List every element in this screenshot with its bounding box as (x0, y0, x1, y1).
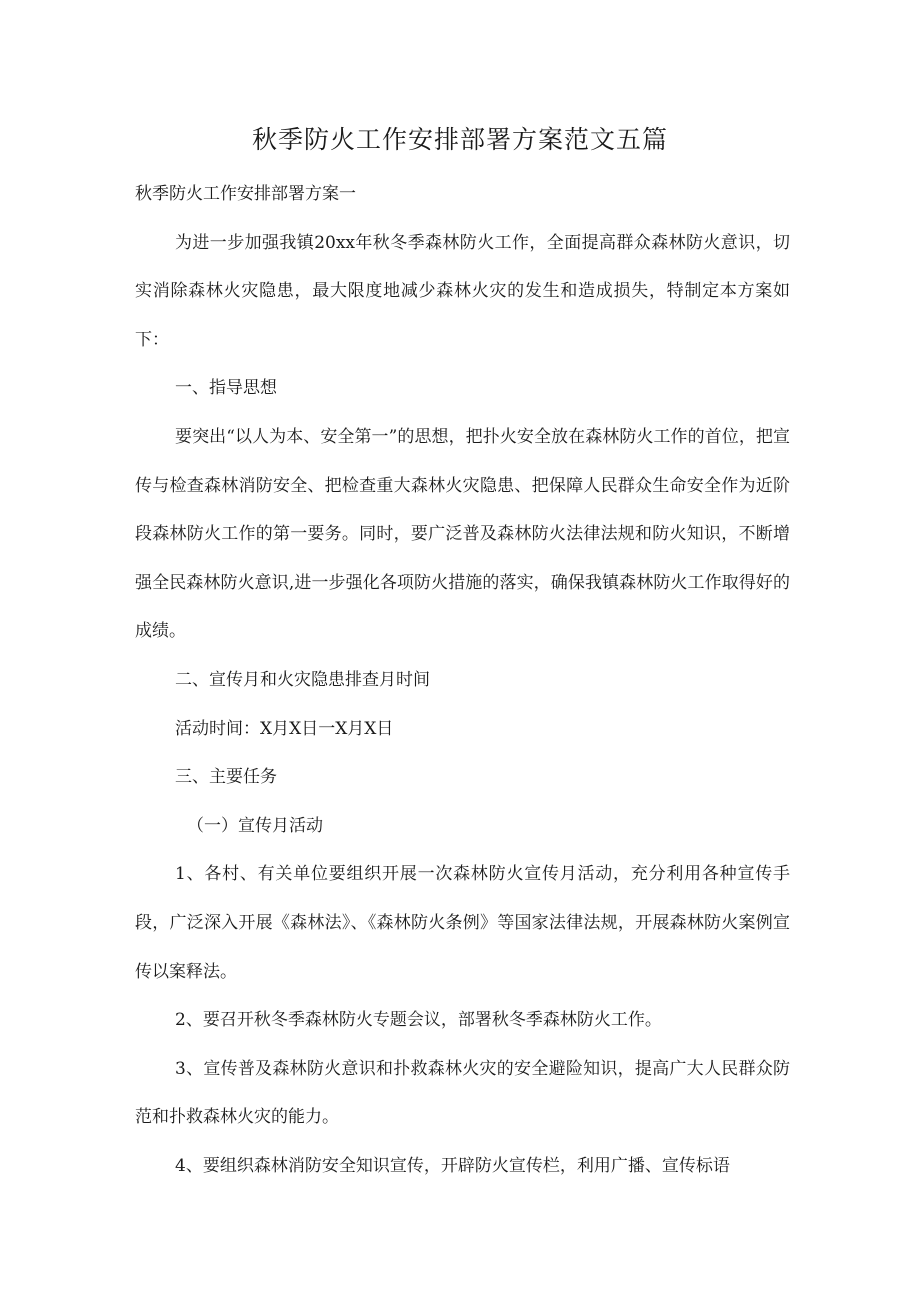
heading-activity-time: 二、宣传月和火灾隐患排查月时间 (175, 669, 430, 690)
list-item: 1、各村、有关单位要组织开展一次森林防火宣传月活动，充分利用各种宣传手段，广泛深入开展《森林法》、《森林防火条例》等国家法律法规，开展森林防火案例宣传以案释法。 (135, 864, 790, 982)
list-item: 3、宣传普及森林防火意识和扑救森林火灾的安全避险知识，提高广大人民群众防范和扑救森林火灾的能力。 (135, 1058, 790, 1128)
heading-main-tasks: 三、主要任务 (175, 767, 277, 788)
list-item: 2、要召开秋冬季森林防火专题会议，部署秋冬季森林防火工作。 (175, 1010, 662, 1031)
list-item: 4、要组织森林消防安全知识宣传，开辟防火宣传栏，利用广播、宣传标语 (175, 1155, 730, 1176)
heading-guiding-ideology: 一、指导思想 (175, 378, 277, 399)
document-body (135, 170, 790, 1190)
document-title: 秋季防火工作安排部署方案范文五篇 (251, 125, 668, 154)
guiding-ideology-paragraph: 要突出“以人为本、安全第一”的思想，把扑火安全放在森林防火工作的首位，把宣传与检查森林消防安全、把检查重大森林火灾隐患、把保障人民群众生命安全作为近阶段森林防火工作的第一要务。同时，要广泛普及森林防火法律法规和防火知识，不断增强全民森林防火意识,进一步强化各项防火措施的落实，确保我镇森林防火工作取得好的成绩。 (135, 426, 790, 642)
section-subtitle: 秋季防火工作安排部署方案一 (135, 184, 356, 204)
activity-time-paragraph: 活动时间：X月X日一X月X日 (175, 718, 394, 739)
subheading-publicity-month: （一）宣传月活动 (187, 815, 323, 836)
intro-paragraph: 为进一步加强我镇20xx年秋冬季森林防火工作，全面提高群众森林防火意识，切实消除森林火灾隐患，最大限度地减少森林火灾的发生和造成损失，特制定本方案如下： (135, 232, 790, 350)
